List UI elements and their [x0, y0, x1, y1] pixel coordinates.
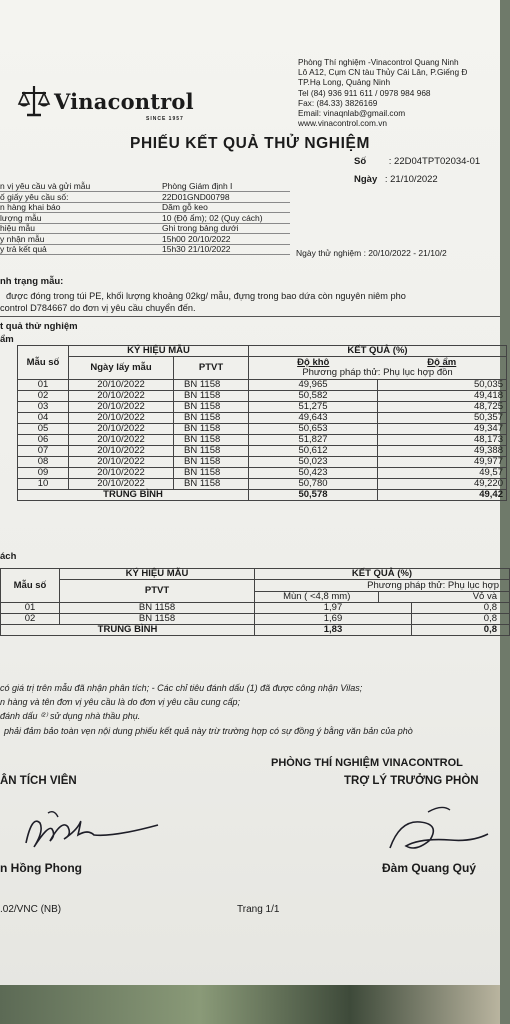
analyst-name: n Hồng Phong: [0, 861, 82, 875]
lab-fax: Fax: (84.33) 3826169: [298, 97, 378, 108]
cell-d: 20/10/2022: [69, 424, 174, 435]
cell2-p: BN 1158: [60, 614, 255, 625]
cell-a: 48,725: [378, 402, 507, 413]
info-label: y trả kết quả: [0, 244, 47, 254]
th-ket-qua: KẾT QUẢ (%): [249, 346, 507, 357]
info-label: hiệu mẫu: [0, 223, 35, 233]
table-row: [18, 413, 507, 424]
info-label: lượng mẫu: [0, 212, 42, 223]
cell-k: 49,965: [249, 380, 378, 391]
cell2-m: 1,97: [255, 603, 412, 614]
cell-d: 20/10/2022: [69, 479, 174, 490]
section-moisture-label: ẩm: [0, 334, 14, 345]
lab-address-2: TP.Hạ Long, Quảng Ninh: [298, 77, 391, 88]
th2-method: Phương pháp thử: Phụ lục hợp: [367, 579, 499, 591]
cell-d: 20/10/2022: [69, 457, 174, 468]
section-size-label: ách: [0, 551, 17, 562]
assistant-signature: [380, 800, 490, 860]
cell-d: 20/10/2022: [69, 380, 174, 391]
cell-p: BN 1158: [174, 468, 249, 479]
cell-p: BN 1158: [174, 446, 249, 457]
size-table-body: [1, 603, 510, 625]
cell2-p: BN 1158: [60, 603, 255, 614]
avg-do-am: 49,42: [378, 490, 507, 501]
info-value: 15h30 21/10/2022: [162, 244, 231, 254]
info-label: y nhận mẫu: [0, 233, 45, 244]
cell-d: 20/10/2022: [69, 391, 174, 402]
cell-p: BN 1158: [174, 424, 249, 435]
avg2-mun: 1,83: [255, 625, 412, 636]
cell2-v: 0,8: [412, 603, 510, 614]
cell-a: 49,347: [378, 424, 507, 435]
status-heading: nh trạng mẫu:: [0, 276, 64, 287]
analyst-signature: [18, 805, 168, 855]
report-date: [354, 174, 438, 185]
moisture-table-body: [18, 380, 507, 490]
analyst-title: ÂN TÍCH VIÊN: [0, 775, 77, 787]
avg2-label: TRUNG BÌNH: [1, 625, 255, 636]
table-row: [18, 391, 507, 402]
cell-n: 09: [18, 468, 69, 479]
cell-p: BN 1158: [174, 413, 249, 424]
cell-d: 20/10/2022: [69, 435, 174, 446]
lab-name: Phòng Thí nghiệm -Vinacontrol Quang Ninh: [298, 57, 459, 67]
lab-tel: Tel (84) 936 911 611 / 0978 984 968: [298, 87, 431, 98]
cell-k: 50,423: [249, 468, 378, 479]
info-value: Ghi trong bảng dưới: [162, 223, 239, 233]
cell-n: 05: [18, 424, 69, 435]
cell-k: 50,612: [249, 446, 378, 457]
info-value: Phòng Giám định I: [162, 181, 233, 191]
cell-a: 48,173: [378, 435, 507, 446]
cell-a: 49,977: [378, 457, 507, 468]
cell-d: 20/10/2022: [69, 402, 174, 413]
lab-website: www.vinacontrol.com.vn: [298, 118, 387, 129]
report-number-value: : 22D04TPT02034-01: [388, 156, 481, 167]
cell-n: 10: [18, 479, 69, 490]
page-number: Trang 1/1: [237, 904, 280, 915]
th-do-kho: Độ khô: [297, 357, 330, 368]
info-value: 22D01GND00798: [162, 191, 230, 202]
note-2: n hàng và tên đơn vị yêu cầu là do đơn vị yêu cầu cung cấp;: [0, 697, 241, 707]
cell-n: 04: [18, 413, 69, 424]
info-label: ố giấy yêu cầu số:: [0, 191, 69, 202]
info-label: n hàng khai báo: [0, 202, 61, 212]
cell-p: BN 1158: [174, 457, 249, 468]
note-4: phải đảm bảo toàn vẹn nội dung phiếu kết quả này trừ trường hợp có sự đồng ý bằng văn bản của phò: [4, 726, 413, 736]
th-ptvt: PTVT: [174, 357, 249, 380]
cell-n: 02: [18, 391, 69, 402]
cell-p: BN 1158: [174, 435, 249, 446]
info-value: 10 (Độ ẩm); 02 (Quy cách): [162, 212, 263, 223]
th-mau-so: Mẫu số: [18, 346, 69, 380]
cell-p: BN 1158: [174, 479, 249, 490]
cell-d: 20/10/2022: [69, 468, 174, 479]
cell-a: 49,57: [378, 468, 507, 479]
th2-ket-qua: KẾT QUẢ (%): [255, 569, 510, 580]
assistant-name: Đàm Quang Quý: [382, 861, 477, 875]
cell-k: 51,827: [249, 435, 378, 446]
cell-p: BN 1158: [174, 391, 249, 402]
background-surface: [0, 985, 500, 1024]
cell-p: BN 1158: [174, 402, 249, 413]
th2-ptvt: PTVT: [60, 580, 255, 603]
info-underline: [0, 254, 290, 255]
th2-vo: Vỏ và: [472, 590, 497, 602]
cell-n: 06: [18, 435, 69, 446]
moisture-table: [17, 345, 507, 501]
form-code: .02/VNC (NB): [0, 904, 62, 915]
info-value: 15h00 20/10/2022: [162, 233, 231, 244]
report-date-label: Ngày: [354, 174, 378, 185]
report-number-label: Số: [354, 156, 367, 167]
avg-label: TRUNG BÌNH: [18, 490, 249, 501]
cell-n: 03: [18, 402, 69, 413]
table-row: [18, 424, 507, 435]
signing-org: PHÒNG THÍ NGHIỆM VINACONTROL: [271, 757, 463, 769]
note-3: đánh dấu ⁽²⁾ sử dụng nhà thầu phụ.: [0, 711, 141, 721]
info-label: n vị yêu cầu và gửi mẫu: [0, 181, 91, 191]
table-row: [18, 457, 507, 468]
th2-ky-hieu: KÝ HIỆU MẪU: [60, 569, 255, 580]
cell-k: 49,643: [249, 413, 378, 424]
table-row: [1, 603, 510, 614]
table-row: [18, 479, 507, 490]
cell-k: 50,023: [249, 457, 378, 468]
lab-contact-block: [298, 57, 467, 128]
cell-n: 08: [18, 457, 69, 468]
cell-d: 20/10/2022: [69, 446, 174, 457]
th-do-am: Độ ẩm: [427, 357, 457, 368]
th-ngay: Ngày lấy mẫu: [69, 357, 174, 380]
vinacontrol-logo: [18, 84, 194, 118]
cell-a: 49,220: [378, 479, 507, 490]
cell2-v: 0,8: [412, 614, 510, 625]
test-date: Ngày thử nghiệm : 20/10/2022 - 21/10/2: [296, 248, 447, 258]
lab-email: Email: vinaqnlab@gmail.com: [298, 108, 406, 119]
table-row: [18, 380, 507, 391]
cell-n: 01: [18, 380, 69, 391]
table-row: [18, 446, 507, 457]
cell2-m: 1,69: [255, 614, 412, 625]
cell2-n: 02: [1, 614, 60, 625]
lab-address-1: Lô A12, Cụm CN tàu Thủy Cái Lân, P.Giếng Đ: [298, 67, 468, 78]
cell2-n: 01: [1, 603, 60, 614]
avg-do-kho: 50,578: [249, 490, 378, 501]
cell-a: 49,388: [378, 446, 507, 457]
page-title: PHIẾU KẾT QUẢ THỬ NGHIỆM: [130, 135, 370, 152]
info-value: Dăm gỗ keo: [162, 202, 208, 212]
cell-d: 20/10/2022: [69, 413, 174, 424]
th2-mun: Mùn ( <4,8 mm): [255, 592, 379, 602]
cell-k: 50,780: [249, 479, 378, 490]
cell-a: 50,035: [378, 380, 507, 391]
cell-p: BN 1158: [174, 380, 249, 391]
status-line-2: control D784667 do đơn vị yêu cầu chuyển đến.: [0, 303, 196, 313]
th-method: Phương pháp thử: Phụ lục hợp đồn: [302, 367, 453, 378]
scale-icon: [18, 84, 50, 118]
table-row: [18, 435, 507, 446]
info-underline: [0, 223, 290, 224]
cell-a: 50,357: [378, 413, 507, 424]
logo-text: Vinacontrol: [54, 88, 194, 114]
cell-k: 50,653: [249, 424, 378, 435]
size-table: [0, 568, 510, 636]
cell-k: 51,275: [249, 402, 378, 413]
logo-since: SINCE 1957: [146, 116, 184, 122]
table-row: [18, 468, 507, 479]
results-heading: t quả thử nghiệm: [0, 321, 78, 332]
report-date-value: : 21/10/2022: [384, 174, 438, 185]
table-row: [1, 614, 510, 625]
cell-n: 07: [18, 446, 69, 457]
table-row: [18, 402, 507, 413]
note-1: có giá trị trên mẫu đã nhận phân tích; - Các chỉ tiêu đánh dấu (1) đã được công nhận Vilas;: [0, 683, 363, 693]
avg2-vo: 0,8: [412, 625, 510, 636]
th2-mau-so: Mẫu số: [1, 569, 60, 603]
th-ky-hieu: KÝ HIỆU MẪU: [69, 346, 249, 357]
cell-k: 50,582: [249, 391, 378, 402]
divider: [0, 316, 500, 317]
report-number: [354, 156, 480, 167]
assistant-head-title: TRỢ LÝ TRƯỞNG PHÒN: [344, 775, 479, 787]
cell-a: 49,418: [378, 391, 507, 402]
status-line-1: được đóng trong túi PE, khối lượng khoảng 02kg/ mẫu, đựng trong bao dứa còn nguyên niêm pho: [6, 291, 406, 301]
